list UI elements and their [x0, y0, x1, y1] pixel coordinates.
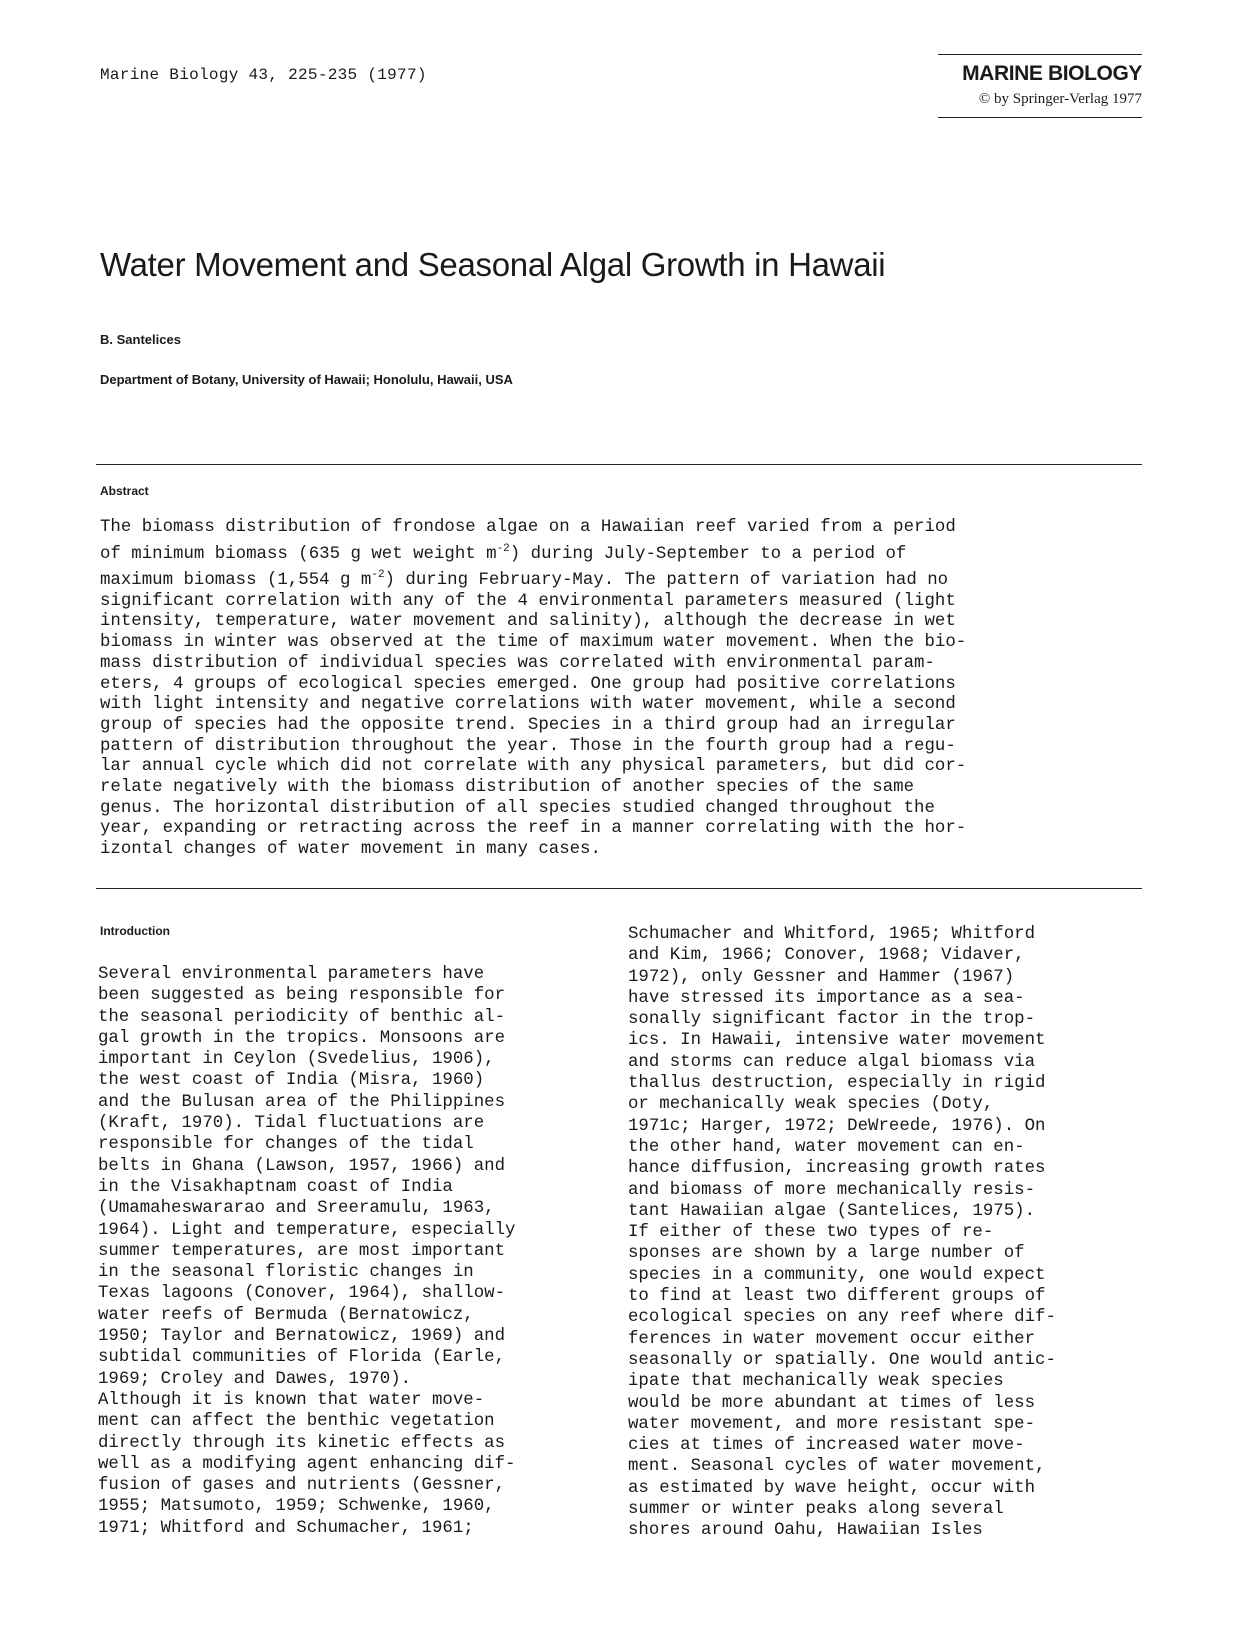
body-text-line: ecological species on any reef where dif- [628, 1308, 1056, 1328]
body-text-line: ment. Seasonal cycles of water movement, [628, 1457, 1046, 1477]
body-text-line: ipate that mechanically weak species [628, 1372, 1004, 1392]
abstract-line-text: relate negatively with the biomass distribution of another species of the same [100, 778, 915, 798]
body-text-line: (Umamaheswararao and Sreeramulu, 1963, [98, 1199, 495, 1219]
body-text-line: ics. In Hawaii, intensive water movement [628, 1031, 1046, 1051]
abstract-line [100, 819, 1140, 840]
body-text-line: 1950; Taylor and Bernatowicz, 1969) and [98, 1327, 506, 1347]
body-text-line: and storms can reduce algal biomass via [628, 1052, 1036, 1072]
abstract-line: The biomass distribution of frondose algae on a Hawaiian reef varied from a period [100, 518, 956, 537]
abstract-line-text: intensity, temperature, water movement and salinity), although the decrease in wet [100, 612, 956, 632]
body-text-line: 1972), only Gessner and Hammer (1967) [628, 967, 1015, 987]
article-title: Water Movement and Seasonal Algal Growth in Hawaii [100, 246, 886, 283]
abstract-line [100, 778, 1140, 799]
body-text-line: important in Ceylon (Svedelius, 1906), [98, 1050, 495, 1070]
body-text-line: and Kim, 1966; Conover, 1968; Vidaver, [628, 946, 1025, 966]
journal-citation: Marine Biology 43, 225-235 (1977) [100, 66, 427, 84]
abstract-line [100, 654, 1140, 675]
introduction-right-column [628, 924, 1148, 1542]
body-text-line: 1955; Matsumoto, 1959; Schwenke, 1960, [98, 1497, 495, 1517]
abstract-line-text: year, expanding or retracting across the reef in a manner correlating with the hor- [100, 819, 967, 839]
copyright-notice: © by Springer-Verlag 1977 [978, 91, 1142, 107]
abstract-line-text: pattern of distribution throughout the year. Those in the fourth group had a regu- [100, 736, 956, 756]
body-text-line: shores around Oahu, Hawaiian Isles [628, 1521, 983, 1541]
body-text-line: summer or winter peaks along several [628, 1500, 1004, 1520]
body-text-line: directly through its kinetic effects as [98, 1433, 506, 1453]
body-text-line: well as a modifying agent enhancing dif- [98, 1454, 516, 1474]
abstract-line [100, 565, 1140, 592]
abstract-line [100, 695, 1140, 716]
body-text-line: species in a community, one would expect [628, 1265, 1046, 1285]
body-text-line: in the seasonal floristic changes in [98, 1263, 474, 1283]
body-text-line: the seasonal periodicity of benthic al- [98, 1007, 506, 1027]
body-text-line: and the Bulusan area of the Philippines [98, 1092, 506, 1112]
abstract-line-text: mass distribution of individual species was correlated with environmental param- [100, 653, 935, 673]
body-text-line: as estimated by wave height, occur with [628, 1478, 1036, 1498]
abstract-line [100, 737, 1140, 758]
body-text-line: gal growth in the tropics. Monsoons are [98, 1028, 506, 1048]
body-text-line: tant Hawaiian algae (Santelices, 1975). [628, 1201, 1036, 1221]
body-text-line: have stressed its importance as a sea- [628, 988, 1025, 1008]
abstract-line-text: with light intensity and negative correlations with water movement, while a second [100, 695, 956, 715]
author-name: B. Santelices [100, 332, 181, 347]
body-text-line: If either of these two types of re- [628, 1223, 994, 1243]
abstract-line-text: biomass in winter was observed at the time of maximum water movement. When the bio- [100, 633, 967, 653]
body-text-line: cies at times of increased water move- [628, 1436, 1025, 1456]
body-text-line: Although it is known that water move- [98, 1390, 485, 1410]
abstract-line [100, 716, 1140, 737]
body-text-line: ferences in water movement occur either [628, 1329, 1036, 1349]
abstract-line-text: lar annual cycle which did not correlate with any physical parameters, but did cor- [100, 757, 967, 777]
body-text-line: fusion of gases and nutrients (Gessner, [98, 1476, 506, 1496]
abstract-line-text: group of species had the opposite trend. Species in a third group had an irregular [100, 715, 956, 735]
introduction-heading: Introduction [100, 924, 170, 938]
body-text-line: sonally significant factor in the trop- [628, 1010, 1036, 1030]
abstract-line [100, 757, 1140, 778]
body-text-line: Texas lagoons (Conover, 1964), shallow- [98, 1284, 506, 1304]
body-text-line: (Kraft, 1970). Tidal fluctuations are [98, 1114, 485, 1134]
body-text-line: Schumacher and Whitford, 1965; Whitford [628, 925, 1036, 944]
abstract-line-text: maximum biomass (1,554 g $m^{-2}$) during February-May. The pattern of variation had no [100, 569, 949, 590]
author-affiliation: Department of Botany, University of Hawaii; Honolulu, Hawaii, USA [100, 372, 513, 387]
abstract-line [100, 539, 1140, 566]
body-text-line: and biomass of more mechanically resis- [628, 1180, 1036, 1200]
body-text-line: in the Visakhaptnam coast of India [98, 1177, 453, 1197]
body-text-line: 1969; Croley and Dawes, 1970). [98, 1369, 412, 1389]
abstract-line [100, 799, 1140, 820]
abstract-line [100, 612, 1140, 633]
abstract-line [100, 633, 1140, 654]
abstract-line [100, 840, 1140, 861]
abstract-body [100, 518, 1140, 861]
introduction-left-column [98, 964, 608, 1539]
abstract-bottom-rule [96, 888, 1142, 889]
body-text-line: or mechanically weak species (Doty, [628, 1095, 994, 1115]
body-text-line: belts in Ghana (Lawson, 1957, 1966) and [98, 1156, 506, 1176]
body-text-line: 1964). Light and temperature, especially [98, 1220, 516, 1240]
abstract-line [100, 675, 1140, 696]
body-text-line: water reefs of Bermuda (Bernatowicz, [98, 1305, 474, 1325]
body-text-line: 1971; Whitford and Schumacher, 1961; [98, 1518, 474, 1538]
abstract-line-text: of minimum biomass (635 g wet weight $m^{-2}$) during July-September to a period of [100, 542, 907, 564]
body-text-line: been suggested as being responsible for [98, 986, 506, 1006]
abstract-heading: Abstract [100, 484, 149, 498]
journal-masthead [938, 54, 1142, 118]
body-text-line: hance diffusion, increasing growth rates [628, 1159, 1046, 1179]
abstract-top-rule [96, 464, 1142, 465]
body-text-line: thallus destruction, especially in rigid [628, 1074, 1046, 1094]
abstract-line-text: izontal changes of water movement in many cases. [100, 840, 601, 860]
body-text-line: would be more abundant at times of less [628, 1393, 1036, 1413]
abstract-line [100, 592, 1140, 613]
body-text-line: to find at least two different groups of [628, 1287, 1046, 1307]
abstract-line-text: significant correlation with any of the 4 environmental parameters measured (light [100, 591, 956, 611]
body-text-line: 1971c; Harger, 1972; DeWreede, 1976). On [628, 1116, 1046, 1136]
journal-name: MARINE BIOLOGY [962, 62, 1142, 85]
body-text-line: Several environmental parameters have [98, 965, 485, 984]
superscript-exponent: -2 [496, 542, 510, 555]
body-text-line: the west coast of India (Misra, 1960) [98, 1071, 485, 1091]
body-text-line: summer temperatures, are most important [98, 1241, 506, 1261]
body-text-line: ment can affect the benthic vegetation [98, 1412, 495, 1432]
body-text-line: sponses are shown by a large number of [628, 1244, 1025, 1264]
body-text-line: seasonally or spatially. One would antic- [628, 1350, 1056, 1370]
body-text-line: subtidal communities of Florida (Earle, [98, 1348, 506, 1368]
body-text-line: water movement, and more resistant spe- [628, 1414, 1036, 1434]
body-text-line: responsible for changes of the tidal [98, 1135, 474, 1155]
superscript-exponent: -2 [371, 569, 385, 582]
body-text-line: the other hand, water movement can en- [628, 1137, 1025, 1157]
abstract-line-text: eters, 4 groups of ecological species emerged. One group had positive correlations [100, 674, 956, 694]
abstract-line-text: genus. The horizontal distribution of all species studied changed throughout the [100, 798, 935, 818]
